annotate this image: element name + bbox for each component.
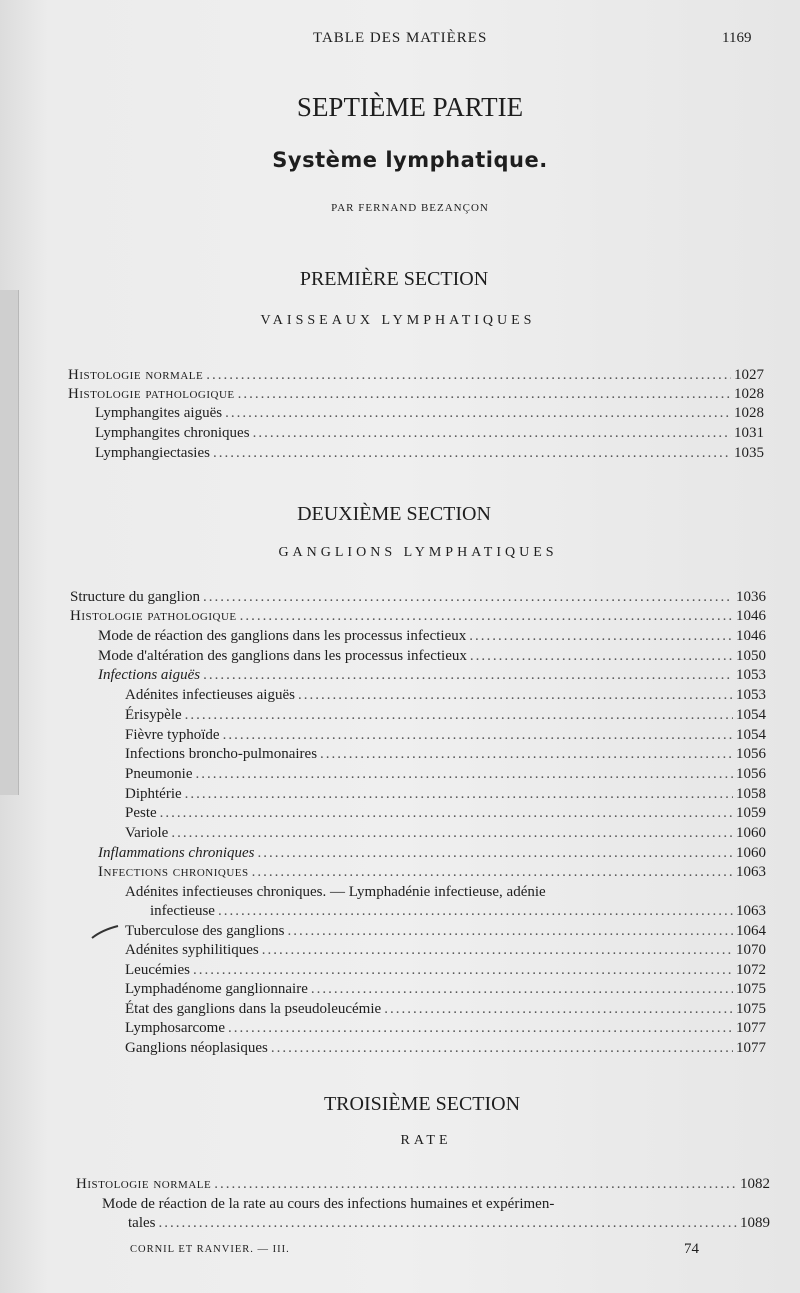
- toc-entry: [125, 765, 766, 784]
- toc-entry: [68, 366, 764, 385]
- toc-entry-label: Mode de réaction des ganglions dans les processus infectieux: [98, 628, 467, 644]
- leader-dots: [214, 1175, 737, 1194]
- sheet-number: 74: [684, 1241, 699, 1257]
- toc-entry-label: Histologie normale: [76, 1176, 212, 1192]
- leader-dots: [262, 941, 733, 960]
- toc-entry-page: 1075: [736, 1001, 766, 1017]
- toc-entry-label: infectieuse: [150, 903, 215, 919]
- toc-entry-page: 1054: [736, 727, 766, 743]
- toc-entry-label: Histologie normale: [68, 367, 204, 383]
- toc-entry: [125, 1039, 766, 1058]
- toc-entry-page: 1070: [736, 942, 766, 958]
- toc-entry-page: 1075: [736, 981, 766, 997]
- toc-entry-page: 1060: [736, 825, 766, 841]
- toc-entry-page: 1064: [736, 923, 766, 939]
- part-subject: Système lymphatique.: [272, 148, 548, 172]
- toc-entry-label: Érisypèle: [125, 707, 182, 723]
- leader-dots: [213, 444, 731, 463]
- toc-entry-label: Histologie pathologique: [68, 386, 235, 402]
- toc-entry-page: 1036: [736, 589, 766, 605]
- part-title: SEPTIÈME PARTIE: [296, 92, 524, 122]
- toc-entry-label: Inflammations chroniques: [98, 845, 255, 861]
- leader-dots: [240, 607, 733, 626]
- running-title: TABLE DES MATIÈRES: [313, 30, 488, 46]
- toc-entry-page: 1028: [734, 405, 764, 421]
- toc-entry-label: Ganglions néoplasiques: [125, 1040, 268, 1056]
- toc-entry-label: État des ganglions dans la pseudoleucémie: [125, 1001, 382, 1017]
- section-title: TROISIÈME SECTION: [323, 1093, 521, 1115]
- leader-dots: [384, 1000, 733, 1019]
- toc-entry: [98, 844, 766, 863]
- toc-entry: [125, 961, 766, 980]
- toc-entry-page: 1059: [736, 805, 766, 821]
- toc-entry: [125, 686, 766, 705]
- toc-entry-page: 1054: [736, 707, 766, 723]
- toc-entry: [125, 824, 766, 843]
- toc-entry-page: 1053: [736, 687, 766, 703]
- leader-dots: [311, 980, 733, 999]
- toc-entry-page: 1027: [734, 367, 764, 383]
- toc-entry: [125, 941, 766, 960]
- toc-entry-label: Lymphangites chroniques: [95, 425, 250, 441]
- leader-dots: [196, 765, 734, 784]
- toc-entry-page: 1046: [736, 608, 766, 624]
- toc-entry: [125, 1000, 766, 1019]
- toc-entry-page: 1058: [736, 786, 766, 802]
- leader-dots: [171, 824, 733, 843]
- leader-dots: [469, 627, 733, 646]
- toc-entry: [125, 745, 766, 764]
- section-subtitle: RATE: [400, 1133, 452, 1148]
- section-title: PREMIÈRE SECTION: [299, 268, 489, 290]
- toc-entry-label: Infections chroniques: [98, 864, 249, 880]
- toc-entry-label: Lymphadénome ganglionnaire: [125, 981, 308, 997]
- toc-entry: [98, 647, 766, 666]
- toc-entry-page: 1072: [736, 962, 766, 978]
- leader-dots: [193, 961, 733, 980]
- leader-dots: [298, 686, 733, 705]
- toc-entry-page: 1056: [736, 766, 766, 782]
- leader-dots: [225, 404, 731, 423]
- toc-entry: [125, 980, 766, 999]
- toc-entry-label: Pneumonie: [125, 766, 193, 782]
- toc-entry: [125, 706, 766, 725]
- leader-dots: [253, 424, 731, 443]
- leader-dots: [203, 588, 733, 607]
- leader-dots: [320, 745, 733, 764]
- signature-line: CORNIL ET RANVIER. — III.: [130, 1244, 290, 1255]
- toc-entry-label: Fièvre typhoïde: [125, 727, 220, 743]
- page-edge-shadow: [0, 290, 19, 795]
- toc-entry: [125, 1019, 766, 1038]
- toc-entry-page: 1035: [734, 445, 764, 461]
- leader-dots: [287, 922, 733, 941]
- toc-entry-label: Lymphangites aiguës: [95, 405, 223, 421]
- leader-dots: [470, 647, 733, 666]
- leader-dots: [203, 666, 733, 685]
- leader-dots: [271, 1039, 733, 1058]
- leader-dots: [160, 804, 733, 823]
- toc-entry: [150, 902, 766, 921]
- toc-entry: [98, 863, 766, 882]
- leader-dots: [223, 726, 733, 745]
- toc-entry-page: 1077: [736, 1040, 766, 1056]
- toc-entry: [95, 404, 764, 423]
- toc-entry-label: Adénites infectieuses chroniques. — Lymphadénie infectieuse, adénie: [125, 884, 546, 900]
- leader-dots: [252, 863, 733, 882]
- toc-entry: [76, 1175, 770, 1194]
- toc-entry-label: Variole: [125, 825, 169, 841]
- toc-entry: [125, 726, 766, 745]
- toc-entry: [95, 444, 764, 463]
- toc-entry-page: 1063: [736, 903, 766, 919]
- toc-entry-label: Lymphangiectasies: [95, 445, 210, 461]
- toc-entry-label: Peste: [125, 805, 157, 821]
- leader-dots: [228, 1019, 733, 1038]
- leader-dots: [218, 902, 733, 921]
- toc-entry: [70, 588, 766, 607]
- toc-entry-label: Infections broncho-pulmonaires: [125, 746, 318, 762]
- toc-entry: [70, 607, 766, 626]
- toc-entry-page: 1031: [734, 425, 764, 441]
- toc-entry-page: 1077: [736, 1020, 766, 1036]
- toc-entry-label: tales: [128, 1215, 156, 1231]
- toc-entry: [125, 922, 766, 941]
- section-subtitle: VAISSEAUX LYMPHATIQUES: [260, 313, 536, 328]
- toc-entry-page: 1046: [736, 628, 766, 644]
- toc-entry-label: Tuberculose des ganglions: [125, 923, 285, 939]
- toc-entry-label: Mode d'altération des ganglions dans les processus infectieux: [98, 648, 467, 664]
- pencil-tick-mark: [90, 924, 120, 940]
- toc-entry-page: 1028: [734, 386, 764, 402]
- toc-entry-label: Diphtérie: [125, 786, 182, 802]
- toc-entry: [98, 627, 766, 646]
- toc-entry: [98, 666, 766, 685]
- toc-entry-page: 1063: [736, 864, 766, 880]
- toc-entry-page: 1089: [740, 1215, 770, 1231]
- toc-entry-label: Histologie pathologique: [70, 608, 237, 624]
- section-subtitle: GANGLIONS LYMPHATIQUES: [278, 545, 558, 560]
- toc-entry-page: 1060: [736, 845, 766, 861]
- toc-entry: [68, 385, 764, 404]
- leader-dots: [185, 706, 733, 725]
- toc-entry: [128, 1214, 770, 1233]
- toc-entry-label: Infections aiguës: [98, 667, 201, 683]
- toc-entry-page: 1050: [736, 648, 766, 664]
- toc-entry-label: Leucémies: [125, 962, 190, 978]
- leader-dots: [185, 785, 733, 804]
- section-title: DEUXIÈME SECTION: [297, 503, 491, 525]
- toc-entry-label: Lymphosarcome: [125, 1020, 225, 1036]
- toc-entry-label: Adénites syphilitiques: [125, 942, 259, 958]
- leader-dots: [238, 385, 731, 404]
- toc-entry: [125, 785, 766, 804]
- toc-entry-label: Mode de réaction de la rate au cours des infections humaines et expérimen-: [102, 1196, 555, 1212]
- toc-entry-label: Structure du ganglion: [70, 589, 200, 605]
- toc-entry-page: 1056: [736, 746, 766, 762]
- page-number: 1169: [722, 30, 752, 46]
- toc-entry-label: Adénites infectieuses aiguës: [125, 687, 295, 703]
- toc-entry: [95, 424, 764, 443]
- author-line: PAR FERNAND BEZANÇON: [331, 202, 489, 214]
- toc-entry-page: 1082: [740, 1176, 770, 1192]
- leader-dots: [206, 366, 731, 385]
- toc-entry-page: 1053: [736, 667, 766, 683]
- leader-dots: [258, 844, 733, 863]
- toc-entry: [125, 804, 766, 823]
- leader-dots: [159, 1214, 738, 1233]
